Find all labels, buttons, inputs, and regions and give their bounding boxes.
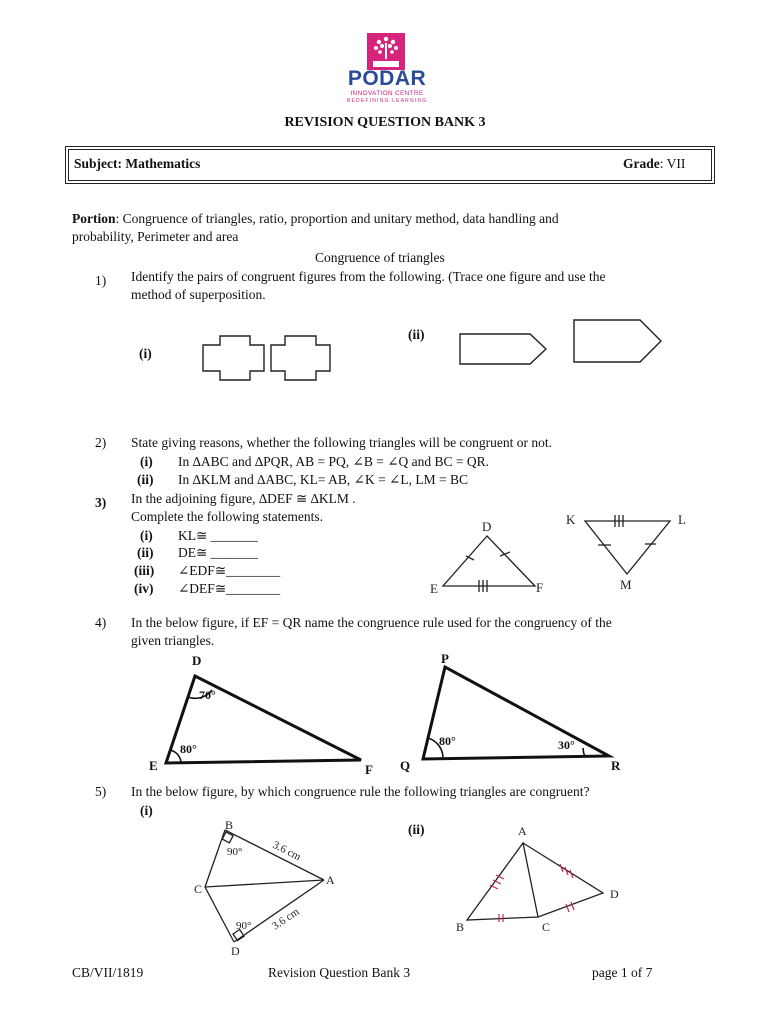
angle-q-label: 80° — [439, 734, 456, 748]
figure1-side-da — [234, 880, 324, 942]
q1-label-i: (i) — [139, 346, 152, 361]
vertex-b: B — [225, 818, 234, 832]
doc-title: REVISION QUESTION BANK 3 — [284, 115, 486, 130]
vertex-f: F — [536, 580, 544, 595]
vertex-p: P — [441, 651, 449, 666]
q5-label-ii: (ii) — [408, 822, 425, 837]
q1-line-1: Identify the pairs of congruent figures from the following. (Trace one figure and use the — [131, 269, 606, 284]
vertex-f: F — [365, 762, 373, 777]
grade-label: Grade — [623, 156, 660, 171]
angle-r-label: 30° — [558, 738, 575, 752]
q3-item-label: (ii) — [137, 545, 154, 560]
vertex-d: D — [231, 944, 240, 958]
q3-item-label: (iii) — [134, 563, 155, 578]
footer-code: CB/VII/1819 — [72, 965, 144, 980]
q2-i-label: (i) — [140, 454, 153, 469]
figure2-triangle-acd — [523, 843, 603, 917]
q3-number: 3) — [95, 495, 107, 510]
footer-page: page 1 of 7 — [592, 965, 653, 980]
vertex-a: A — [326, 873, 335, 887]
vertex-l: L — [678, 512, 686, 527]
q4-number: 4) — [95, 615, 107, 630]
q3-item-label: (iv) — [134, 581, 154, 596]
q4-line-2: given triangles. — [131, 633, 215, 648]
q2-i-text: In ∆ABC and ∆PQR, AB = PQ, ∠B = ∠Q and BC = QR. — [178, 454, 490, 469]
q3-line-1: In the adjoining figure, ∆DEF ≅ ∆KLM . — [131, 491, 356, 506]
figure2-triangle-abc — [467, 843, 538, 920]
angle-label: 90° — [227, 846, 243, 858]
vertex-a: A — [518, 824, 527, 838]
angle-e-label: 80° — [180, 742, 197, 756]
portion-label: Portion — [72, 211, 116, 226]
length-label: 3.6 cm — [270, 838, 303, 864]
vertex-r: R — [611, 758, 621, 773]
vertex-e: E — [430, 581, 438, 596]
grade-value: : VII — [659, 156, 686, 171]
subject-label: Subject: Mathematics — [74, 156, 201, 171]
vertex-q: Q — [400, 758, 411, 773]
q5-text: In the below figure, by which congruence rule the following triangles are congruent? — [131, 784, 590, 799]
q3-item-label: (i) — [140, 528, 153, 543]
q3-item-text: KL≅ _______ — [178, 528, 258, 543]
q4-line-1: In the below figure, if EF = QR name the congruence rule used for the congruency of the — [131, 615, 612, 630]
q5-number: 5) — [95, 784, 107, 799]
vertex-m: M — [620, 577, 632, 592]
portion-line-2: probability, Perimeter and area — [72, 229, 239, 244]
length-label: 3.6 cm — [269, 905, 302, 933]
section-title: Congruence of triangles — [315, 250, 445, 265]
q3-item-text: ∠DEF≅________ — [178, 581, 281, 596]
q1-label-ii: (ii) — [408, 327, 425, 342]
vertex-k: K — [566, 512, 576, 527]
portion-text: : Congruence of triangles, ratio, proportion and unitary method, data handling and — [115, 211, 559, 226]
vertex-d: D — [610, 887, 619, 901]
q5-label-i: (i) — [140, 803, 153, 818]
q3-item-text: ∠EDF≅________ — [178, 563, 281, 578]
q1-line-2: method of superposition. — [131, 287, 266, 302]
angle-d-label: 70° — [199, 688, 216, 702]
q2-ii-text: In ∆KLM and ∆ABC, KL= AB, ∠K = ∠L, LM = BC — [178, 472, 468, 487]
vertex-d: D — [482, 519, 492, 534]
vertex-d: D — [192, 653, 202, 668]
q3-item-text: DE≅ _______ — [178, 545, 258, 560]
q2-ii-label: (ii) — [137, 472, 154, 487]
vertex-c: C — [542, 920, 551, 934]
vertex-b: B — [456, 920, 465, 934]
footer-title: Revision Question Bank 3 — [268, 965, 411, 980]
q3-line-2: Complete the following statements. — [131, 509, 323, 524]
q2-text: State giving reasons, whether the following triangles will be congruent or not. — [131, 435, 553, 450]
q1-number: 1) — [95, 273, 107, 288]
q2-number: 2) — [95, 435, 107, 450]
brand-subtitle: INNOVATION CENTRE — [350, 90, 424, 97]
brand-tagline: REDEFINING LEARNING — [346, 98, 428, 104]
angle-label: 90° — [236, 920, 252, 932]
vertex-e: E — [149, 758, 158, 773]
vertex-c: C — [194, 882, 203, 896]
brand-name: PODAR — [347, 67, 427, 90]
figure1-side-ca — [205, 880, 324, 887]
